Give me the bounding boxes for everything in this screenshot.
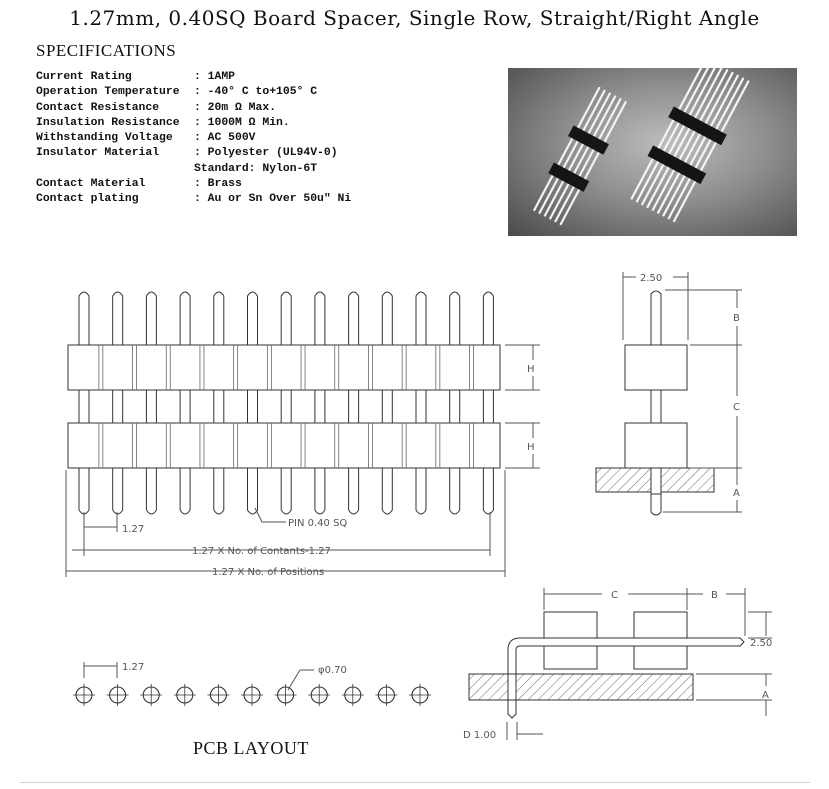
ra-height-label: 2.50 <box>750 638 773 649</box>
h-dimension <box>505 345 540 468</box>
front-pitch-label: 1.27 <box>122 524 145 535</box>
pin <box>315 292 325 514</box>
spec-label: Insulator Material <box>36 147 160 160</box>
pin <box>180 292 190 514</box>
ra-c-label: C <box>611 590 618 601</box>
side-a-label: A <box>733 488 740 499</box>
spec-value: : Brass <box>194 178 242 191</box>
bottom-divider <box>20 782 810 783</box>
spec-value: : Au or Sn Over 50u" Ni <box>194 193 352 206</box>
pin <box>450 292 460 514</box>
spec-label: Insulation Resistance <box>36 116 180 129</box>
ra-b-label: B <box>711 590 718 601</box>
pin <box>281 292 291 514</box>
contacts-dim-label: 1.27 X No. of Contants-1.27 <box>192 546 331 557</box>
spec-value: : 20m Ω Max. <box>194 101 277 114</box>
spec-value: Standard: Nylon-6T <box>194 162 318 175</box>
page-title: 1.27mm, 0.40SQ Board Spacer, Single Row, Straight/Right Angle <box>69 6 760 30</box>
ra-a-label: A <box>762 690 769 701</box>
side-c-label: C <box>733 402 740 413</box>
pin <box>146 292 156 514</box>
pin <box>248 292 258 514</box>
pcb-holes <box>73 684 431 706</box>
pin <box>113 292 123 514</box>
right-angle-view <box>469 588 772 740</box>
spec-label: Current Rating <box>36 71 132 83</box>
side-view <box>596 272 742 515</box>
front-h-label-lower: H <box>527 442 535 453</box>
spec-value: : 1000M Ω Min. <box>194 116 290 129</box>
front-pins <box>79 292 493 514</box>
pin <box>214 292 224 514</box>
ra-d-label: D 1.00 <box>463 730 497 741</box>
spec-value: : Polyester (UL94V-0) <box>194 147 338 160</box>
spec-value: : AC 500V <box>194 132 256 145</box>
hole-size-label: φ0.70 <box>318 665 347 676</box>
side-b-label: B <box>733 313 740 324</box>
spec-value: : 1AMP <box>194 71 236 83</box>
spec-label: Operation Temperature <box>36 86 180 99</box>
pin <box>79 292 89 514</box>
pin <box>483 292 493 514</box>
pcb-layout-label: PCB LAYOUT <box>193 738 309 758</box>
spec-label: Withstanding Voltage <box>36 132 173 145</box>
pin <box>382 292 392 514</box>
pin-size-label: PIN 0.40 SQ <box>288 518 348 529</box>
pin <box>416 292 426 514</box>
specifications-heading: SPECIFICATIONS <box>36 41 177 60</box>
side-width-label: 2.50 <box>640 273 663 284</box>
pcb-pitch-label: 1.27 <box>122 662 145 673</box>
positions-dim-label: 1.27 X No. of Positions <box>212 567 325 578</box>
pin <box>349 292 359 514</box>
spec-label: Contact Material <box>36 178 146 191</box>
spec-value: : -40° C to+105° C <box>194 86 318 99</box>
front-h-label-upper: H <box>527 364 535 375</box>
spec-label: Contact Resistance <box>36 101 160 114</box>
spec-label: Contact plating <box>36 193 139 206</box>
